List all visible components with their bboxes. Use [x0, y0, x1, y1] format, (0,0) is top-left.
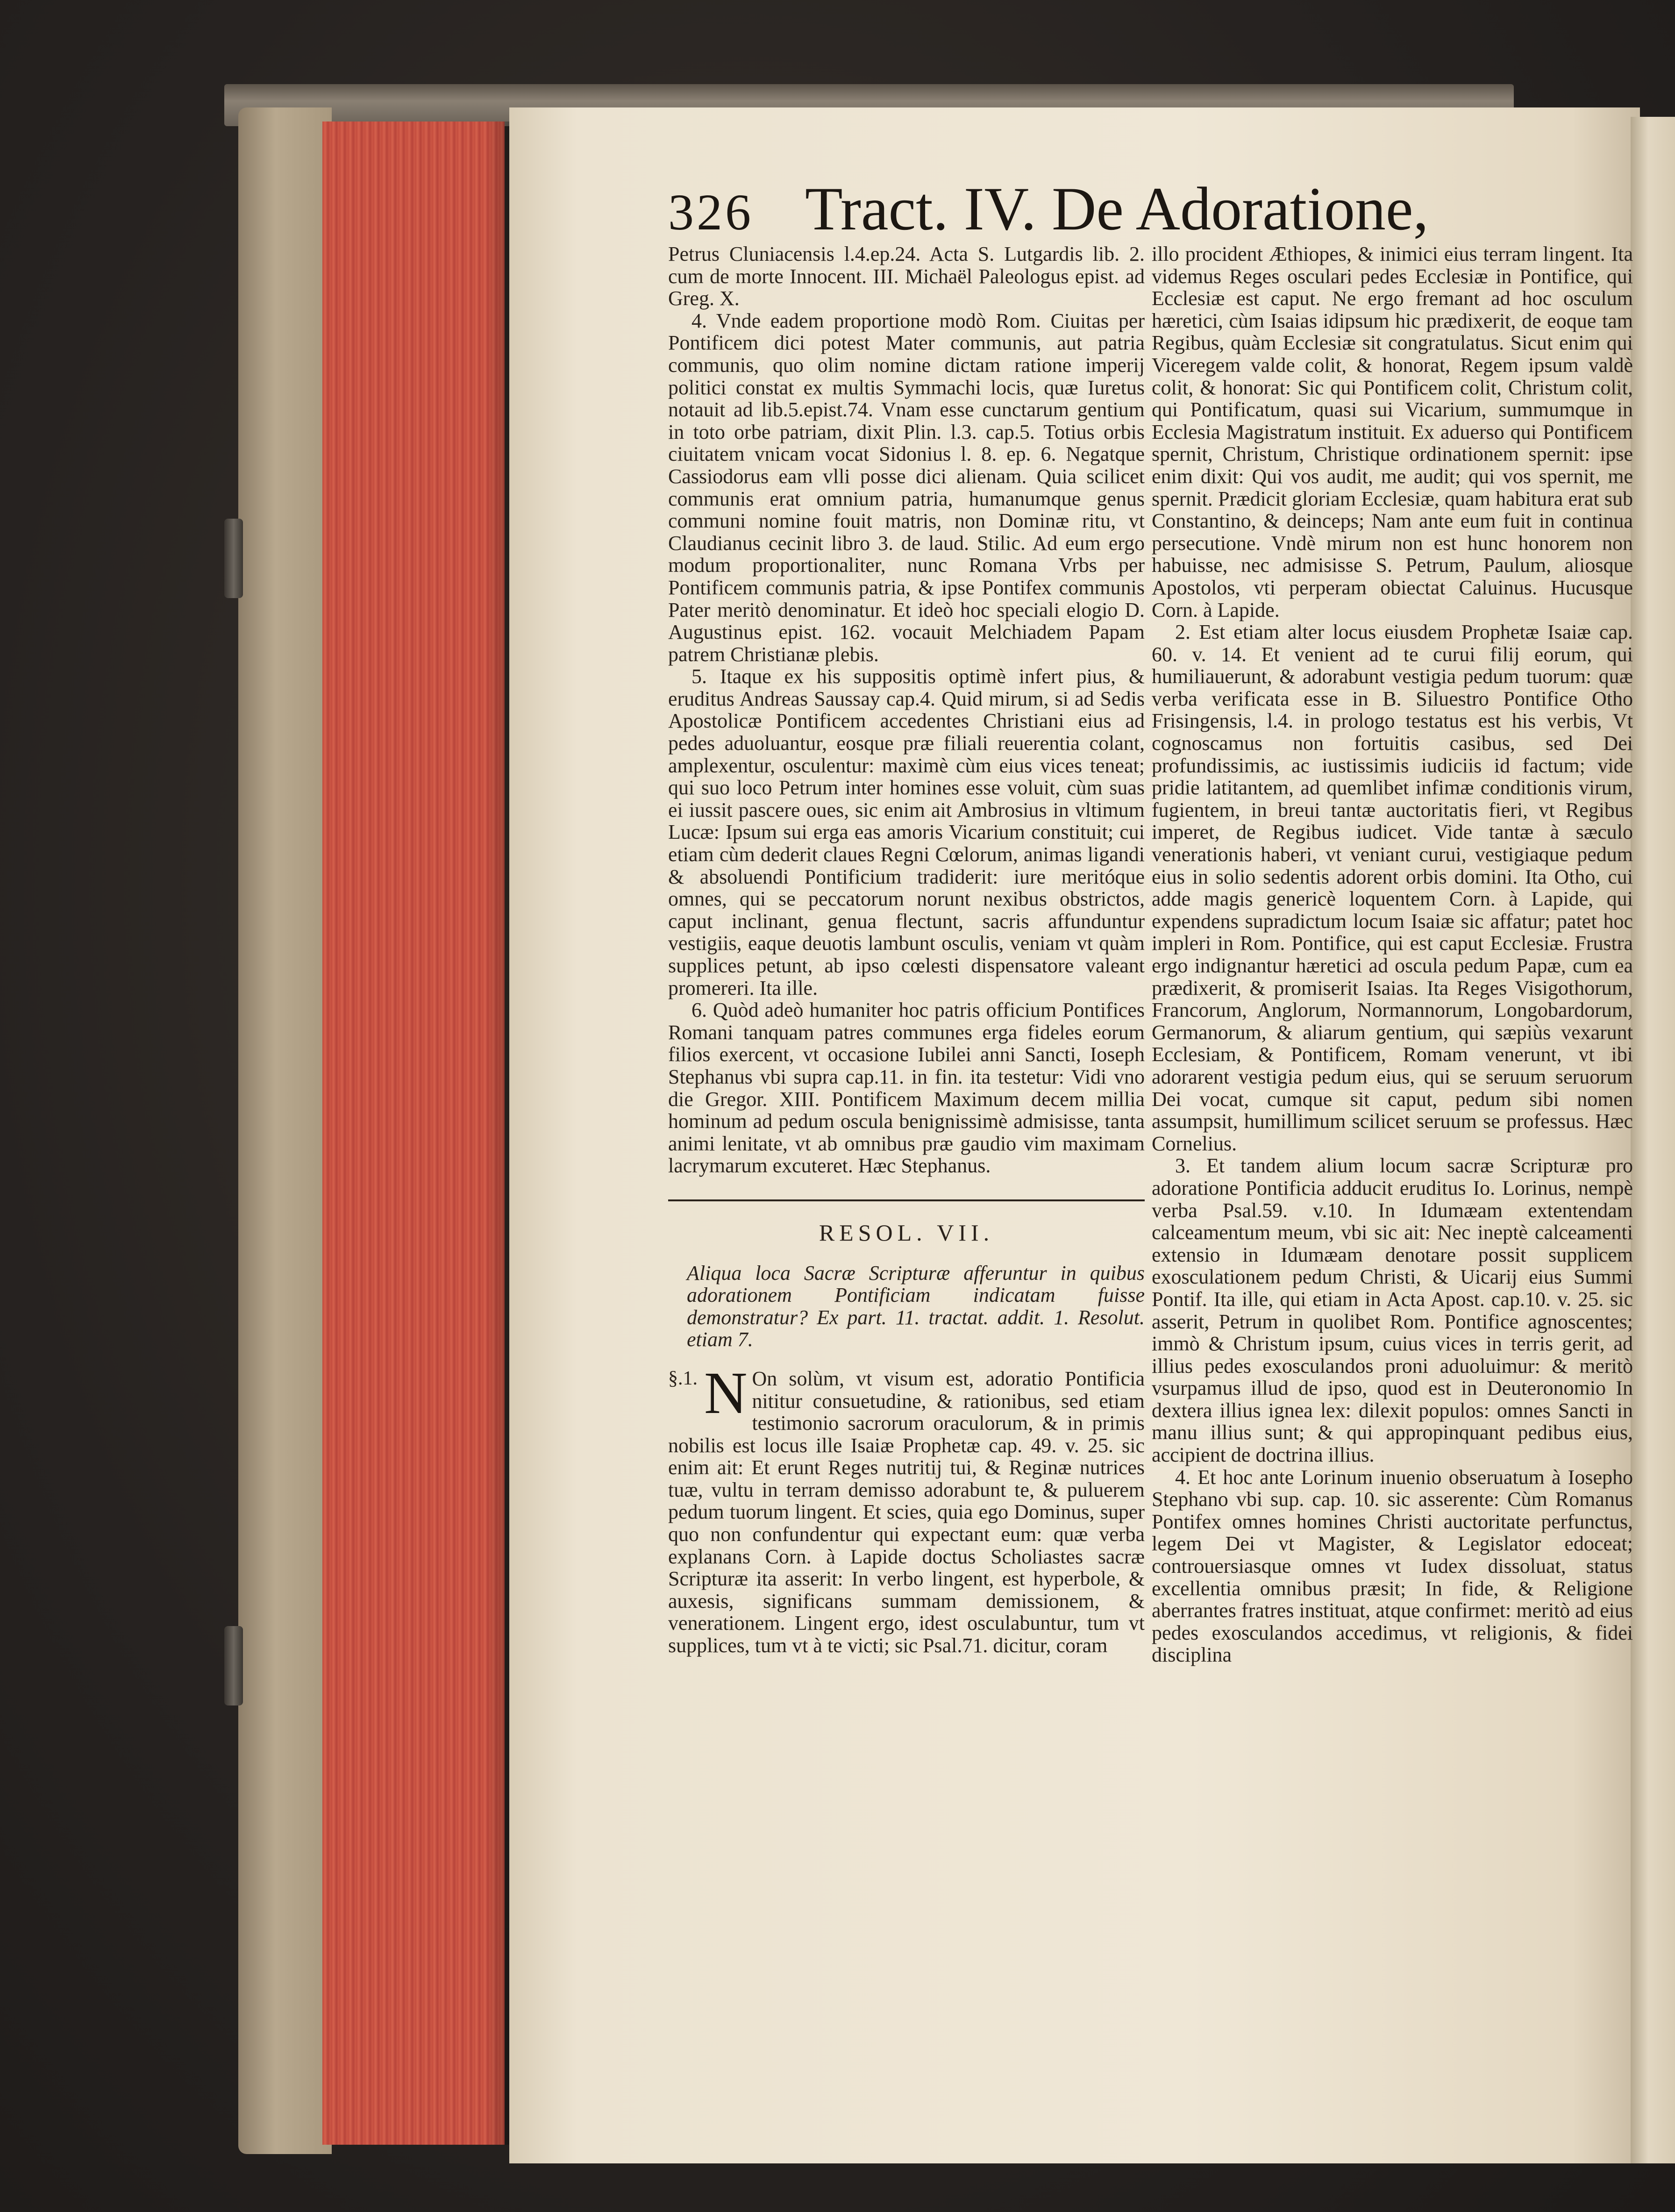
page-header: [668, 173, 1462, 248]
left-column: [668, 243, 1145, 1657]
resol-question: Aliqua loca Sacræ Scripturæ afferuntur in quibus adorationem Pontificiam indicatam fuisse demonstratur? Ex part. 11. tractat. addit. 1. Resolut. etiam 7.: [687, 1261, 1145, 1351]
red-page-edges: [322, 121, 505, 2145]
page-number: 326: [668, 184, 754, 241]
section-1-text: On solùm, vt visum est, adoratio Pontificia nititur consuetudine, & rationibus, sed etiam testimonio sacrorum oraculorum, & in primis nobilis est locus ille Isaiæ Prophetæ cap. 49. v. 25. sic enim ait: Et erunt Reges nutritij tui, & Reginæ nutrices tuæ, vultu in terram demisso adorabunt te, & puluerem pedum tuorum lingent. Et scies, quia ego Dominus, super quo non confundentur qui expectant eum: quæ verba explanans Corn. à Lapide doctus Scholiastes sacræ Scripturæ ita asserit: In verbo lingent, est hyperbole, & auxesis, significans summam demissionem, & venerationem. Lingent ergo, idest osculabuntur, tum vt supplices, tum vt à te victi; sic Psal.71. dicitur, coram: [668, 1367, 1145, 1657]
clasp-lower: [224, 1626, 243, 1705]
paragraph-4-right: 4. Et hoc ante Lorinum inuenio obseruatum à Iosepho Stephano vbi sup. cap. 10. sic asserente: Cùm Romanus Pontifex omnes homines Christi auctoritate perfunctus, legem Dei vt Magister, & Legislator edoceat; controuersiasque omnes vt Iudex dissoluat, status excellentia omnibus præsit; In fide, & Religione aberrantes fratres instituat, atque confirmet: meritò ad eius pedes exosculandos accedimus, vt religionis, & fidei disciplina: [1152, 1465, 1633, 1667]
facing-page-edge: [1631, 117, 1675, 2163]
paragraph-6: 6. Quòd adeò humaniter hoc patris officium Pontifices Romani tanquam patres communes erga fideles eorum filios exercent, vt occasione Iubilei anni Sancti, Ioseph Stephanus vbi supra cap.11. in fin. ita testetur: Vidi vno die Gregor. XIII. Pontificem Maximum decem millia hominum ad pedum oscula benignissimè admisisse, tanta animi lenitate, vt ab omnibus præ gaudio vim maximam lacrymarum excuteret. Hæc Stephanus.: [668, 999, 1145, 1177]
clasp-upper: [224, 519, 243, 598]
running-head: Tract. IV. De Adoratione,: [805, 174, 1429, 243]
right-column: [1152, 243, 1633, 1666]
section-marker: §.1.: [668, 1367, 698, 1389]
continued-text: Petrus Cluniacensis l.4.ep.24. Acta S. Lutgardis lib. 2. cum de morte Innocent. III. Michaël Paleologus epist. ad Greg. X.: [668, 243, 1145, 310]
paragraph-3: 3. Et tandem alium locum sacræ Scripturæ pro adoratione Pontificia adducit eruditus Io. Lorinus, nempè verba Psal.59. v.10. In Idumæam extentendam calceamentum meum, vbi sic ait: Nec ineptè calceamenti extensio in Idumæam denotare possit supplicem exosculationem pedum Christi, & Uicarij eius Summi Pontif. Ita ille, qui etiam in Acta Apost. cap.10. v. 25. sic asserit, Petrum in quolibet Rom. Pontifice agnoscentes; immò & Christum ipsum, cuius vices in terris gerit, ad illius pedes exosculandos proni aduoluimur: & meritò vsurpamus illud de ipso, quod est in Deuteronomio In dextera illius ignea lex: dilexit populos: omnes Sancti in manu illius sunt; & qui appropinquant pedibus eius, accipient de doctrina illius.: [1152, 1154, 1633, 1467]
section-1-paragraph: [668, 1359, 1145, 1657]
paragraph-2: 2. Est etiam alter locus eiusdem Prophetæ Isaiæ cap. 60. v. 14. Et venient ad te curui filij eorum, qui humiliauerunt, & adorabunt vestigia pedum tuorum: quæ verba verificata esse in B. Siluestro Pontifice Otho Frisingensis, l.4. in prologo testatus est his verbis, Vt cognoscamus non fortuitis casibus, sed Dei profundissimis, ac iustissimis iudiciis id factum; vide pridie latitantem, ad quemlibet infimæ conditionis virum, fugientem, in breui tantæ auctoritatis fieri, vt Regibus imperet, de Regibus iudicet. Vide tantæ à sæculo venerationis haberi, vt veniant curui, vestigiaque pedum eius in solio sedentis adorent orbis domini. Ita Otho, cui adde magis genericè loquentem Corn. à Lapide, qui expendens supradictum locum Isaiæ sic affatur; patet hoc impleri in Rom. Pontifice, qui est caput Ecclesiæ. Frustra ergo indignantur hæretici ad oscula pedum Papæ, cum ea prædixerit, & promiserit Isaias. Ita Reges Visigothorum, Francorum, Anglorum, Normannorum, Longobardorum, Germanorum, & aliarum gentium, qui sæpiùs vexarunt Ecclesiam, & Pontificem, Romam venerunt, vt ibi adorarent vestigia pedum eius, qui se seruum seruorum Dei vocat, cumque sit caput, pedum sibi nomen assumpsit, humillimum scilicet seruum se professus. Hæc Cornelius.: [1152, 621, 1633, 1155]
drop-cap: N: [704, 1359, 748, 1426]
paragraph-4: 4. Vnde eadem proportione modò Rom. Ciuitas per Pontificem dici potest Mater communis, aut patria communis, quo olim nomine dictam rationе imperij politici constat ex multis Symmachi locis, quæ Iuretus notauit ad lib.5.epist.74. Vnam esse cunctarum gentium in toto orbe patriam, dixit Plin. l.3. cap.5. Totius orbis ciuitatem vnicam vocat Sidonius l. 8. ep. 6. Negatque Cassiodorus eam vlli posse dici alienam. Quia scilicet communis erat omnium patria, humanumque genus communi nomine fouit matris, non Dominæ ritu, vt Claudianus cecinit libro 3. de laud. Stilic. Ad eum ergo modum proportionaliter, nunc Romana Vrbs per Pontificem communis patria, & ipse Pontifex communis Pater meritò denominatur. Et ideò hoc speciali elogio D. Augustinus epist. 162. vocauit Melchiadem Papam patrem Christianæ plebis.: [668, 309, 1145, 666]
paragraph-5: 5. Itaque ex his suppositis optimè infert pius, & eruditus Andreas Saussay cap.4. Quid mirum, si ad Sedis Apostolicæ Pontificem accedentes Christiani eius ad pedes aduoluantur, eosque præ filiali reuerentia colant, amplexentur, osculentur: maximè cùm eius vices teneat; qui suo loco Petrum inter homines esse voluit, cùm suas ei iussit pascere oues, sic enim ait Ambrosius in vltimum Lucæ: Ipsum sui erga eas amoris Vicarium constituit; cui etiam cùm dederit claues Regni Cœlorum, animas ligandi & absoluendi Pontificium tradiderit: iure meritóque omnes, qui se peccatorum norunt nexibus obstrictos, caput inclinant, genua flectunt, sacris affunduntur vestigiis, eaque deuotis lambunt osculis, veniam vt quàm supplices petunt, ab ipso cœlesti dispensatore valeant promereri. Ita ille.: [668, 665, 1145, 999]
section-rule: [668, 1199, 1145, 1201]
continued-text-right: illo procident Æthiopes, & inimici eius terram lingent. Ita videmus Reges osculari pedes Ecclesiæ in Pontifice, qui Ecclesiæ est caput. Ne ergo fremant ad hoc osculum hæretici, cùm Isaias idipsum hic prædixerit, de eoque tam Regibus, quàm Ecclesiæ sit congratulatus. Sicut enim qui Viceregem valde colit, & honorat, Regem ipsum valdè colit, & honorat: Sic qui Pontificem colit, Christum colit, qui Pontificatum, quasi sui Vicarium, summumque in Ecclesia Magistratum instituit. Ex aduerso qui Pontificem spernit, Christum, Christique ordinationem spernit: ipse enim dixit: Qui vos audit, me audit; qui vos spernit, me spernit. Prædicit gloriam Ecclesiæ, quam habitura erat sub Constantino, & deinceps; Nam ante eum fuit in continua persecutione. Vndè mirum non est hunc honorem non habuisse, nec admisisse S. Petrum, Paulum, aliosque Apostolos, vti perperam obiectat Caluinus. Hucusque Corn. à Lapide.: [1152, 243, 1633, 621]
resol-heading: RESOL. VII.: [819, 1219, 994, 1246]
book-cover-edge: [238, 107, 332, 2154]
